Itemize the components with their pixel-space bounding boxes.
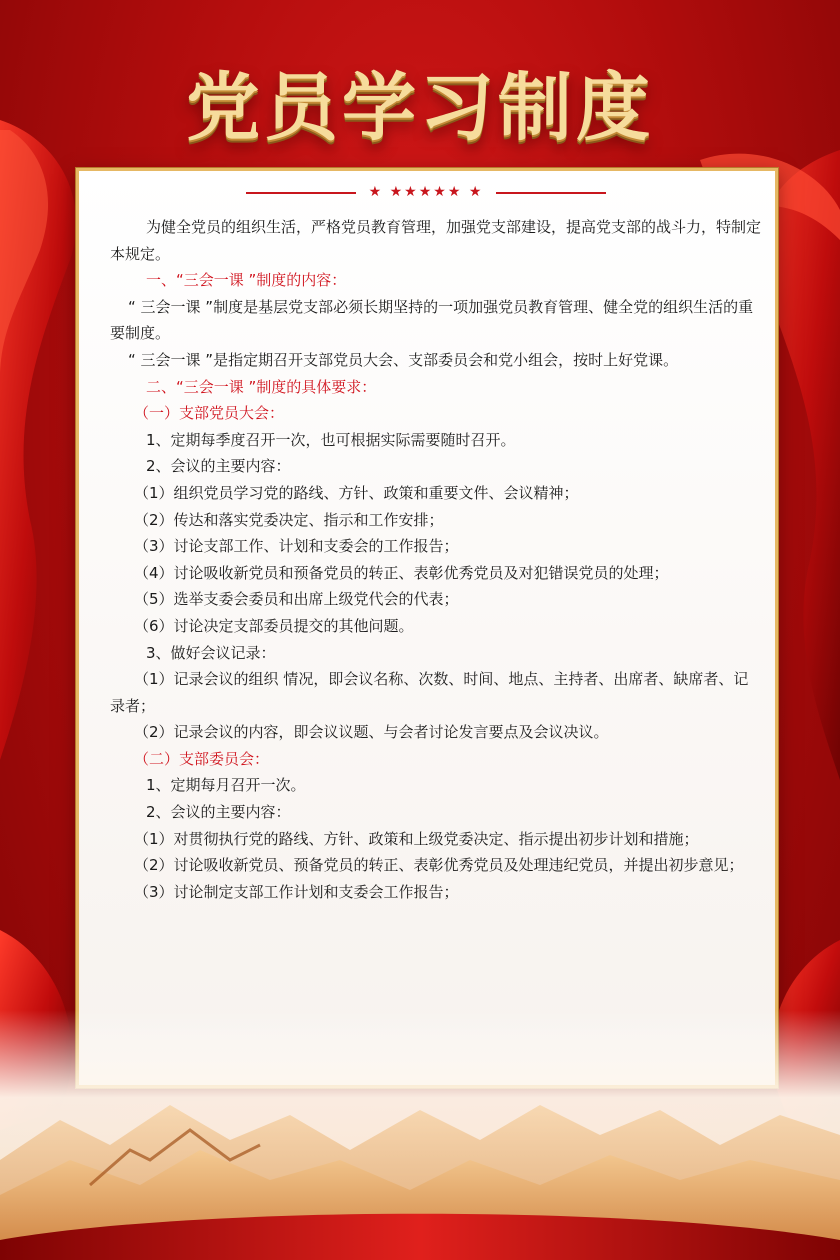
list-item: 2、会议的主要内容： [146, 803, 291, 822]
list-item: （3）讨论制定支部工作计划和支委会工作报告； [134, 882, 459, 901]
divider-line-left [246, 192, 356, 194]
list-item: 1、定期每月召开一次。 [146, 776, 306, 795]
list-item: （1）记录会议的组织 情况，即会议名称、次数、时间、地点、主持者、出席者、缺席者、记录者； [110, 670, 749, 715]
list-item: （2）记录会议的内容，即会议议题、与会者讨论发言要点及会议决议。 [134, 723, 609, 742]
paragraph: “ 三会一课 ”是指定期召开支部党员大会、支部委员会和党小组会，按时上好党课。 [128, 350, 679, 369]
title-divider [246, 184, 606, 202]
section-heading-1: 一、“三会一课 ”制度的内容： [146, 271, 347, 290]
list-item: （4）讨论吸收新党员和预备党员的转正、表彰优秀党员及对犯错误党员的处理； [134, 563, 669, 582]
paragraph: “ 三会一课 ”制度是基层党支部必须长期坚持的一项加强党员教育管理、健全党的组织生活的重要制度。 [110, 297, 754, 343]
subsection-heading-2: （二）支部委员会： [134, 749, 270, 768]
list-item: 3、做好会议记录： [146, 643, 276, 662]
page-title: 党员学习制度 [186, 65, 654, 151]
divider-line-right [496, 192, 606, 194]
list-item: 2、会议的主要内容： [146, 457, 291, 476]
list-item: （6）讨论决定支部委员提交的其他问题。 [134, 616, 414, 635]
list-item: （2）讨论吸收新党员、预备党员的转正、表彰优秀党员及处理违纪党员，并提出初步意见； [134, 856, 744, 875]
list-item: （1）对贯彻执行党的路线、方针、政策和上级党委决定、指示提出初步计划和措施； [134, 829, 699, 848]
list-item: （2）传达和落实党委决定、指示和工作安排； [134, 510, 444, 529]
mountain-scenery [0, 1010, 840, 1260]
list-item: （5）选举支委会委员和出席上级党代会的代表； [134, 590, 459, 609]
regulation-text [110, 214, 762, 905]
section-heading-2: 二、“三会一课 ”制度的具体要求： [146, 377, 377, 396]
list-item: 1、定期每季度召开一次，也可根据实际需要随时召开。 [146, 430, 516, 449]
list-item: （3）讨论支部工作、计划和支委会的工作报告； [134, 537, 459, 556]
intro-paragraph: 为健全党员的组织生活，严格党员教育管理，加强党支部建设，提高党支部的战斗力，特制定本规定。 [110, 218, 762, 263]
list-item: （1）组织党员学习党的路线、方针、政策和重要文件、会议精神； [134, 483, 579, 502]
stars-icon: ★ ★★★★★ ★ [368, 184, 484, 200]
subsection-heading-1: （一）支部党员大会： [134, 404, 285, 423]
